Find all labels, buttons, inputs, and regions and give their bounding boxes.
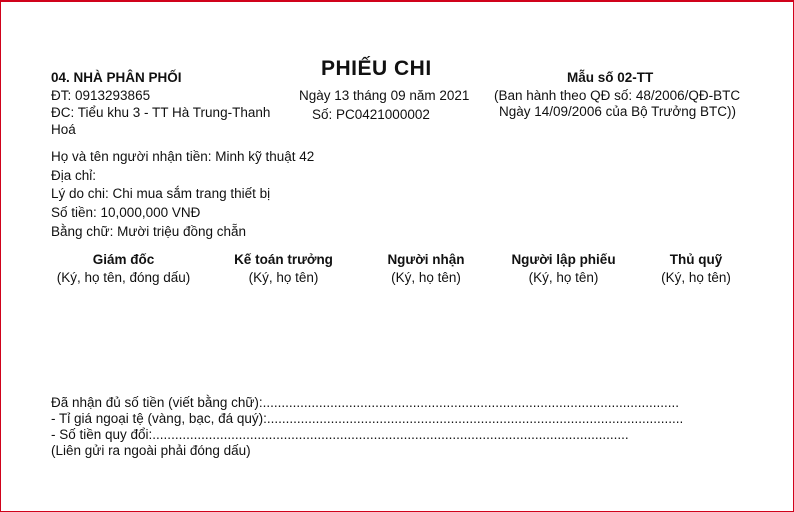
signature-title: Thủ quỹ [669,252,723,267]
signature-recipient [361,251,491,287]
recipient-field: Họ và tên người nhận tiền: Minh kỹ thuật 42 [51,149,315,164]
exchange-rate-line: - Tỉ giá ngoại tệ (vàng, bạc, đá quý):............................................................................................................... [51,411,684,426]
converted-amount-line: - Số tiền quy đổi:............................................................................................................................... [51,427,629,442]
company-name: 04. NHÀ PHÂN PHỐI [51,70,182,85]
signature-title: Kế toán trưởng [234,252,333,267]
document-title: PHIẾU CHI [321,57,432,80]
issued-by-line-2: Ngày 14/09/2006 của Bộ Trưởng BTC)) [499,104,737,119]
signature-title: Giám đốc [92,252,155,267]
signature-title: Người lập phiếu [511,252,616,267]
address-field: Địa chỉ: [51,168,97,183]
signature-director [51,251,196,287]
document-number: Số: PC0421000002 [312,107,430,122]
amount-words-field: Bằng chữ: Mười triệu đồng chẵn [51,224,247,239]
reason-field: Lý do chi: Chi mua sắm trang thiết bị [51,186,271,201]
company-address: ĐC: Tiểu khu 3 - TT Hà Trung-Thanh Hoá [51,105,271,137]
signature-note: (Ký, họ tên) [391,270,461,285]
signature-note: (Ký, họ tên) [528,270,599,285]
signature-note: (Ký, họ tên, đóng dấu) [56,270,191,285]
form-code: Mẫu số 02-TT [567,70,654,85]
stamp-note: (Liên gửi ra ngoài phải đóng dấu) [51,443,251,458]
signature-title: Người nhận [387,252,465,267]
signature-note: (Ký, họ tên) [661,270,731,285]
signature-note: (Ký, họ tên) [248,270,319,285]
company-phone: ĐT: 0913293865 [51,88,151,103]
signature-preparer [496,251,631,287]
signature-chief-accountant [211,251,356,287]
signature-cashier [641,251,751,287]
received-amount-line: Đã nhận đủ số tiền (viết bằng chữ):............................................................................................................... [51,395,679,410]
document-date: Ngày 13 tháng 09 năm 2021 [299,88,470,103]
amount-field: Số tiền: 10,000,000 VNĐ [51,205,201,220]
issued-by-line-1: (Ban hành theo QĐ số: 48/2006/QĐ-BTC [494,88,741,103]
